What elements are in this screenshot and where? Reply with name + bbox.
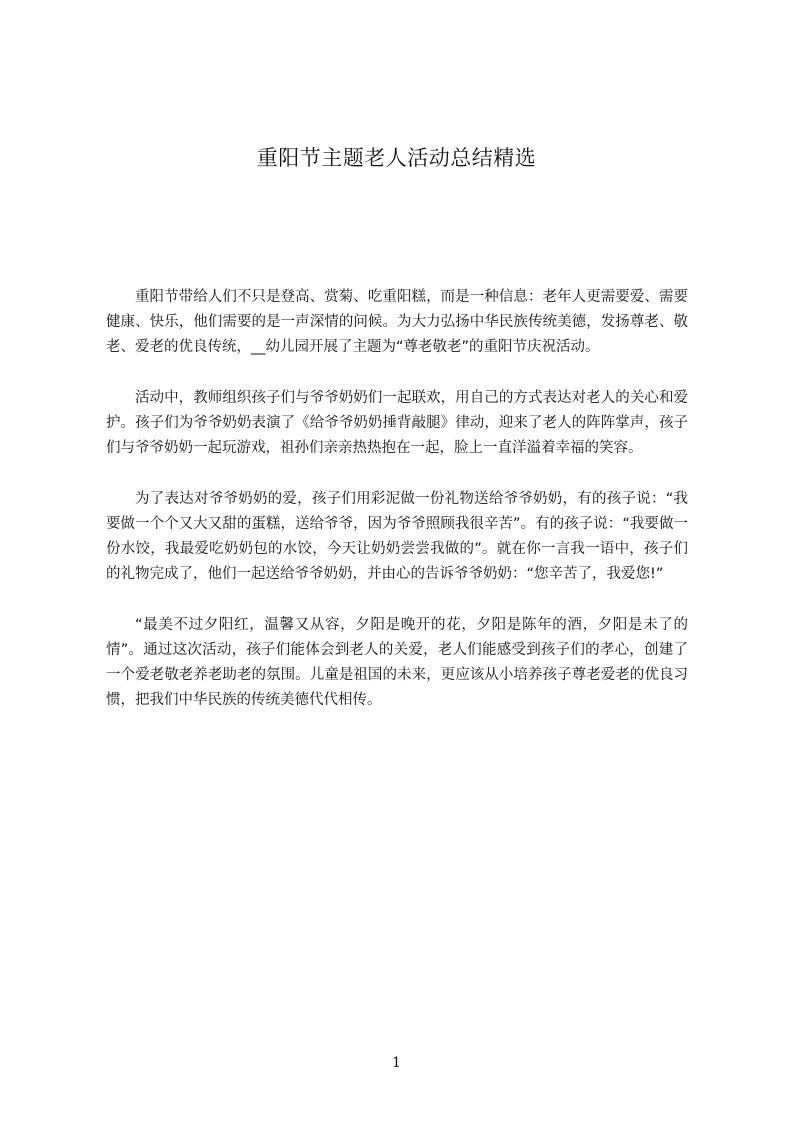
paragraph-2: 活动中，教师组织孩子们与爷爷奶奶们一起联欢，用自己的方式表达对老人的关心和爱护。孩子们为爷爷奶奶表演了《给爷爷奶奶捶背敲腿》律动，迎来了老人的阵阵掌声，孩子们与爷爷奶奶一起玩游戏，祖孙们亲亲热热抱在一起，脸上一直洋溢着幸福的笑容。 — [106, 390, 688, 456]
page-number: 1 — [392, 1055, 401, 1071]
paragraph-4: “最美不过夕阳红，温馨又从容，夕阳是晚开的花，夕阳是陈年的酒，夕阳是未了的情”。通过这次活动，孩子们能体会到老人的关爱，老人们能感受到孩子们的孝心，创建了一个爱老敬老养老助老的氛围。儿童是祖国的未来，更应该从小培养孩子尊老爱老的优良习惯，把我们中华民族的传统美德代代相传。 — [106, 617, 688, 708]
paragraph-1: 重阳节带给人们不只是登高、赏菊、吃重阳糕，而是一种信息：老年人更需要爱、需要健康、快乐，他们需要的是一声深情的问候。为大力弘扬中华民族传统美德，发扬尊老、敬老、爱老的优良传统，__幼儿园开展了主题为“尊老敬老”的重阳节庆祝活动。 — [106, 289, 688, 355]
document-title: 重阳节主题老人活动总结精选 — [256, 146, 537, 170]
paragraph-3: 为了表达对爷爷奶奶的爱，孩子们用彩泥做一份礼物送给爷爷奶奶，有的孩子说：“我要做一个个又大又甜的蛋糕，送给爷爷，因为爷爷照顾我很辛苦”。有的孩子说：“我要做一份水饺，我最爱吃奶奶包的水饺，今天让奶奶尝尝我做的”。就在你一言我一语中，孩子们的礼物完成了，他们一起送给爷爷奶奶，并由心的告诉爷爷奶奶：“您辛苦了，我爱您!” — [106, 491, 688, 582]
document-body — [106, 285, 688, 739]
